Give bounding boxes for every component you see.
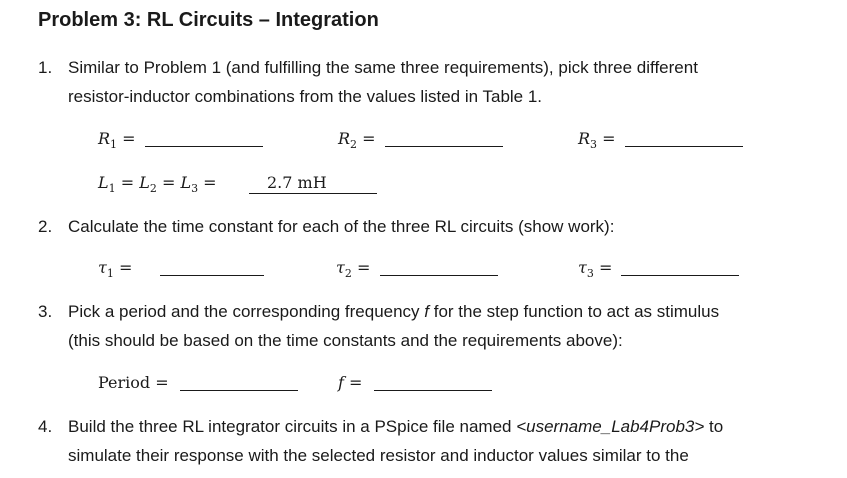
item-1-line-2: resistor-inductor combinations from the values listed in Table 1.: [68, 87, 543, 106]
item-3-line-1: Pick a period and the corresponding frequency f for the step function to act as stimulus: [68, 302, 720, 321]
r2-label: $R_2$ =: [338, 129, 376, 152]
tau2-label: $\tau_2$ =: [336, 258, 371, 281]
tau2-blank[interactable]: [380, 275, 498, 276]
tau1-blank[interactable]: [160, 275, 264, 276]
problem-title: Problem 3: RL Circuits – Integration: [38, 9, 379, 31]
item-3-line-2: (this should be based on the time constants and the requirements above):: [68, 331, 623, 350]
tau3-label: $\tau_3$ =: [578, 258, 613, 281]
inductance-label: $L_1 = L_2 = L_3$ =: [98, 173, 217, 196]
frequency-label: f =: [338, 373, 363, 392]
item-4-line-1: Build the three RL integrator circuits in a PSpice file named <username_Lab4Prob3> to: [68, 417, 724, 436]
item-1-number: 1.: [38, 58, 53, 77]
r2-blank[interactable]: [385, 146, 503, 147]
r1-blank[interactable]: [145, 146, 263, 147]
item-4-line-2: simulate their response with the selected resistor and inductor values similar to the: [68, 446, 689, 465]
item-1-line-1: Similar to Problem 1 (and fulfilling the same three requirements), pick three different: [68, 58, 698, 77]
inductance-value[interactable]: 2.7 mH: [249, 173, 377, 194]
item-2-number: 2.: [38, 217, 53, 236]
r3-blank[interactable]: [625, 146, 743, 147]
r1-label: $R_1$ =: [98, 129, 136, 152]
item-3-number: 3.: [38, 302, 53, 321]
period-label: Period =: [98, 373, 169, 392]
item-4-number: 4.: [38, 417, 53, 436]
period-blank[interactable]: [180, 390, 298, 391]
frequency-blank[interactable]: [374, 390, 492, 391]
item-2-line-1: Calculate the time constant for each of the three RL circuits (show work):: [68, 217, 615, 236]
tau3-blank[interactable]: [621, 275, 739, 276]
tau1-label: $\tau_1$ =: [98, 258, 133, 281]
r3-label: $R_3$ =: [578, 129, 616, 152]
